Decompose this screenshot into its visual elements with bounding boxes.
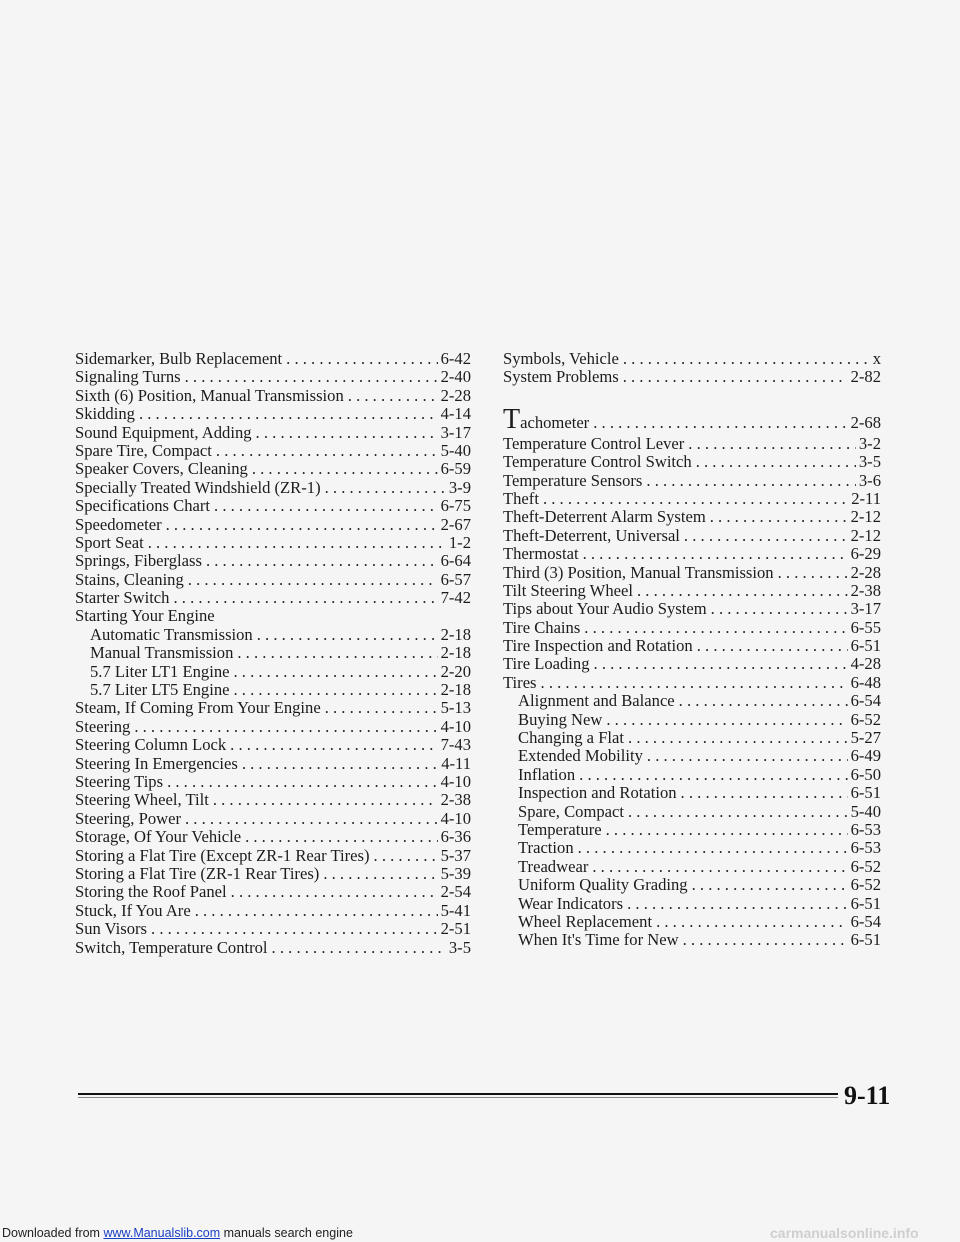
index-entry bbox=[75, 736, 471, 754]
entry-label: Inflation bbox=[518, 764, 576, 784]
index-entry bbox=[503, 674, 881, 692]
entry-label: Spare Tire, Compact bbox=[75, 440, 212, 460]
entry-label: Theft-Deterrent Alarm System bbox=[503, 507, 706, 527]
entry-label: Wear Indicators bbox=[518, 893, 624, 913]
index-subentry bbox=[503, 931, 881, 949]
entry-label: When It's Time for New bbox=[518, 930, 679, 950]
index-entry bbox=[75, 920, 471, 938]
entry-label: Sidemarker, Bulb Replacement bbox=[75, 349, 283, 368]
entry-page: 2-11 bbox=[851, 488, 881, 508]
index-entry bbox=[75, 442, 471, 460]
entry-label: Steering, Power bbox=[75, 808, 181, 828]
entry-page: 2-18 bbox=[440, 643, 471, 663]
index-entry bbox=[503, 655, 881, 673]
dot-leader bbox=[256, 424, 438, 442]
entry-page: 2-12 bbox=[850, 525, 881, 545]
entry-page: 6-57 bbox=[440, 569, 471, 589]
index-entry bbox=[75, 847, 471, 865]
dot-leader bbox=[688, 435, 856, 453]
drop-cap-letter: T bbox=[503, 403, 521, 435]
entry-page: 6-29 bbox=[850, 544, 881, 564]
index-subentry bbox=[503, 839, 881, 857]
index-entry bbox=[75, 424, 471, 442]
entry-label: Tire Inspection and Rotation bbox=[503, 636, 693, 656]
dot-leader bbox=[583, 545, 848, 563]
index-entry bbox=[503, 490, 881, 508]
entry-label: Skidding bbox=[75, 404, 135, 424]
entry-page: 5-13 bbox=[440, 698, 471, 718]
index-entry bbox=[75, 350, 471, 368]
index-entry bbox=[75, 902, 471, 920]
index-entry bbox=[503, 619, 881, 637]
dot-leader bbox=[286, 350, 437, 368]
entry-page: 6-75 bbox=[440, 496, 471, 516]
entry-page: 6-59 bbox=[440, 459, 471, 479]
index-subentry bbox=[503, 876, 881, 894]
index-entry bbox=[503, 472, 881, 490]
dot-leader bbox=[231, 883, 438, 901]
index-column-right bbox=[503, 350, 881, 950]
entry-page: 2-38 bbox=[440, 790, 471, 810]
index-entry bbox=[75, 773, 471, 791]
entry-page: 2-12 bbox=[850, 507, 881, 527]
entry-label: Wheel Replacement bbox=[518, 911, 653, 931]
entry-page: 6-51 bbox=[850, 783, 881, 803]
entry-label: Speaker Covers, Cleaning bbox=[75, 459, 248, 479]
entry-page: 5-27 bbox=[850, 728, 881, 748]
footer-rule bbox=[78, 1093, 838, 1095]
dot-leader bbox=[681, 784, 848, 802]
entry-label: Steam, If Coming From Your Engine bbox=[75, 698, 321, 718]
entry-label: Tire Chains bbox=[503, 617, 581, 637]
entry-page: 4-28 bbox=[850, 654, 881, 674]
entry-page: 6-42 bbox=[440, 349, 471, 368]
dot-leader bbox=[623, 368, 848, 386]
entry-page: 6-55 bbox=[850, 617, 881, 637]
dot-leader bbox=[683, 931, 848, 949]
entry-page: 6-51 bbox=[850, 930, 881, 950]
entry-label: Spare, Compact bbox=[518, 801, 624, 821]
entry-page: 5-39 bbox=[440, 863, 471, 883]
index-entry bbox=[75, 755, 471, 773]
dot-leader bbox=[242, 755, 438, 773]
page-number: 9-11 bbox=[844, 1081, 891, 1110]
dot-leader bbox=[230, 736, 437, 754]
dot-leader bbox=[151, 920, 438, 938]
dot-leader bbox=[245, 828, 438, 846]
entry-label: Temperature Control Switch bbox=[503, 452, 692, 472]
entry-page: 3-17 bbox=[440, 422, 471, 442]
entry-page: 2-28 bbox=[850, 562, 881, 582]
dot-leader bbox=[679, 692, 848, 710]
dot-leader bbox=[216, 442, 438, 460]
index-column-left bbox=[75, 350, 471, 957]
entry-page: 5-40 bbox=[850, 801, 881, 821]
entry-page: x bbox=[872, 349, 881, 368]
entry-page: 2-51 bbox=[440, 919, 471, 939]
dot-leader bbox=[647, 747, 848, 765]
entry-label: Steering Wheel, Tilt bbox=[75, 790, 209, 810]
index-entry bbox=[75, 883, 471, 901]
entry-label: Theft bbox=[503, 488, 539, 508]
index-subentry bbox=[503, 711, 881, 729]
entry-label: Automatic Transmission bbox=[90, 624, 253, 644]
dot-leader bbox=[637, 582, 848, 600]
entry-page: 5-37 bbox=[440, 845, 471, 865]
index-entry bbox=[503, 508, 881, 526]
dot-leader bbox=[628, 729, 848, 747]
entry-page: 2-82 bbox=[850, 367, 881, 387]
entry-label: Stuck, If You Are bbox=[75, 900, 191, 920]
dot-leader bbox=[646, 472, 855, 490]
entry-page: 4-11 bbox=[441, 753, 471, 773]
entry-label: 5.7 Liter LT1 Engine bbox=[90, 661, 230, 681]
dot-leader bbox=[252, 460, 438, 478]
entry-page: 3-6 bbox=[858, 470, 881, 490]
entry-label: Switch, Temperature Control bbox=[75, 937, 268, 957]
index-subentry bbox=[75, 626, 471, 644]
index-entry bbox=[75, 865, 471, 883]
index-entry bbox=[75, 810, 471, 828]
index-entry bbox=[75, 828, 471, 846]
dot-leader bbox=[606, 711, 847, 729]
entry-page: 3-5 bbox=[448, 937, 471, 957]
entry-label: Tires bbox=[503, 672, 537, 692]
entry-label: Stains, Cleaning bbox=[75, 569, 184, 589]
dot-leader bbox=[606, 821, 848, 839]
index-subentry bbox=[503, 747, 881, 765]
entry-label: Changing a Flat bbox=[518, 728, 625, 748]
dot-leader bbox=[710, 508, 848, 526]
dot-leader bbox=[692, 876, 848, 894]
dot-leader bbox=[374, 847, 438, 865]
dot-leader bbox=[195, 902, 438, 920]
entry-page: 6-53 bbox=[850, 819, 881, 839]
entry-page: 6-51 bbox=[850, 636, 881, 656]
entry-label: Alignment and Balance bbox=[518, 691, 675, 711]
entry-label: Storing a Flat Tire (ZR-1 Rear Tires) bbox=[75, 863, 320, 883]
entry-label: Traction bbox=[518, 838, 574, 858]
dot-leader bbox=[696, 453, 856, 471]
entry-page: 6-52 bbox=[850, 709, 881, 729]
dot-leader bbox=[323, 865, 437, 883]
index-entry bbox=[75, 718, 471, 736]
index-entry bbox=[503, 600, 881, 618]
index-subentry bbox=[75, 663, 471, 681]
dot-leader bbox=[543, 490, 848, 508]
dot-leader bbox=[579, 766, 847, 784]
dot-leader bbox=[139, 405, 438, 423]
dot-leader bbox=[684, 527, 848, 545]
entry-label: Sport Seat bbox=[75, 532, 144, 552]
entry-page: 2-68 bbox=[850, 412, 881, 432]
index-entry bbox=[503, 435, 881, 453]
entry-label: Extended Mobility bbox=[518, 746, 643, 766]
entry-label: Specially Treated Windshield (ZR-1) bbox=[75, 477, 321, 497]
entry-page: 6-54 bbox=[850, 691, 881, 711]
index-subentry bbox=[503, 692, 881, 710]
entry-label: Tilt Steering Wheel bbox=[503, 580, 633, 600]
index-entry bbox=[503, 453, 881, 471]
dot-leader bbox=[627, 895, 847, 913]
entry-page: 2-28 bbox=[440, 385, 471, 405]
index-entry bbox=[75, 589, 471, 607]
entry-label: Storing a Flat Tire (Except ZR-1 Rear Tires) bbox=[75, 845, 370, 865]
entry-label: 5.7 Liter LT5 Engine bbox=[90, 680, 230, 700]
entry-page: 3-5 bbox=[858, 452, 881, 472]
index-entry bbox=[75, 607, 471, 625]
dot-leader bbox=[778, 564, 848, 582]
entry-label: Temperature Sensors bbox=[503, 470, 643, 490]
entry-label: Uniform Quality Grading bbox=[518, 875, 688, 895]
entry-label: Manual Transmission bbox=[90, 643, 234, 663]
dot-leader bbox=[325, 699, 438, 717]
entry-label: Steering Column Lock bbox=[75, 735, 227, 755]
entry-label: Sun Visors bbox=[75, 919, 148, 939]
entry-page: 4-10 bbox=[440, 716, 471, 736]
dot-leader bbox=[592, 858, 847, 876]
entry-page: 4-10 bbox=[440, 771, 471, 791]
index-subentry bbox=[503, 803, 881, 821]
entry-label: Treadwear bbox=[518, 856, 589, 876]
index-entry bbox=[75, 699, 471, 717]
entry-page: 2-38 bbox=[850, 580, 881, 600]
entry-page: 6-64 bbox=[440, 551, 471, 571]
dot-leader bbox=[656, 913, 848, 931]
index-entry bbox=[75, 552, 471, 570]
entry-label: Temperature bbox=[518, 819, 602, 839]
dot-leader bbox=[233, 663, 437, 681]
entry-label: Starter Switch bbox=[75, 588, 170, 608]
entry-page: 2-18 bbox=[440, 680, 471, 700]
index-entry bbox=[75, 791, 471, 809]
index-entry bbox=[503, 637, 881, 655]
entry-page: 6-36 bbox=[440, 827, 471, 847]
manualslib-link[interactable]: www.Manualslib.com bbox=[103, 1226, 221, 1240]
index-entry bbox=[503, 582, 881, 600]
entry-page: 6-49 bbox=[850, 746, 881, 766]
entry-label: Sixth (6) Position, Manual Transmission bbox=[75, 385, 344, 405]
dot-leader bbox=[213, 791, 438, 809]
dot-leader bbox=[237, 644, 437, 662]
entry-label: Inspection and Rotation bbox=[518, 783, 677, 803]
dot-leader bbox=[185, 368, 438, 386]
index-subentry bbox=[75, 644, 471, 662]
index-subentry bbox=[503, 913, 881, 931]
entry-label: Tire Loading bbox=[503, 654, 590, 674]
dot-leader bbox=[166, 516, 438, 534]
entry-label: Signaling Turns bbox=[75, 367, 181, 387]
index-subentry bbox=[503, 729, 881, 747]
index-entry bbox=[75, 939, 471, 957]
entry-label: Temperature Control Lever bbox=[503, 433, 685, 453]
index-entry bbox=[75, 387, 471, 405]
entry-page: 6-50 bbox=[850, 764, 881, 784]
dot-leader bbox=[173, 589, 437, 607]
dot-leader bbox=[325, 479, 446, 497]
entry-label: Tachometer bbox=[503, 403, 590, 435]
index-entry bbox=[75, 497, 471, 515]
entry-page: 6-52 bbox=[850, 875, 881, 895]
entry-page: 5-40 bbox=[440, 440, 471, 460]
dot-leader bbox=[541, 674, 848, 692]
dot-leader bbox=[623, 350, 870, 368]
entry-page: 2-20 bbox=[440, 661, 471, 681]
dot-leader bbox=[594, 655, 848, 673]
entry-label: Specifications Chart bbox=[75, 496, 211, 516]
download-footer: Downloaded from www.Manualslib.com manuals search engine carmanualsonline.info bbox=[2, 1225, 919, 1241]
dot-leader bbox=[134, 718, 437, 736]
index-entry bbox=[75, 516, 471, 534]
index-subentry bbox=[503, 766, 881, 784]
watermark-text: carmanualsonline.info bbox=[770, 1225, 919, 1241]
dot-leader bbox=[348, 387, 438, 405]
footer-rule-thin bbox=[78, 1097, 838, 1098]
entry-label: Storing the Roof Panel bbox=[75, 882, 227, 902]
dot-leader bbox=[167, 773, 438, 791]
index-subentry bbox=[75, 681, 471, 699]
index-entry bbox=[503, 527, 881, 545]
entry-page: 6-52 bbox=[850, 856, 881, 876]
dot-leader bbox=[206, 552, 438, 570]
entry-page: 6-51 bbox=[850, 893, 881, 913]
dot-leader bbox=[272, 939, 446, 957]
section-gap bbox=[503, 387, 881, 407]
entry-page: 1-2 bbox=[448, 532, 471, 552]
entry-page: 6-54 bbox=[850, 911, 881, 931]
dot-leader bbox=[628, 803, 848, 821]
entry-label: Steering Tips bbox=[75, 771, 164, 791]
entry-page: 3-2 bbox=[858, 433, 881, 453]
dot-leader bbox=[584, 619, 847, 637]
entry-page: 3-9 bbox=[448, 477, 471, 497]
dot-leader bbox=[185, 810, 438, 828]
dot-leader bbox=[257, 626, 438, 644]
entry-page: 7-42 bbox=[440, 588, 471, 608]
index-entry bbox=[75, 460, 471, 478]
dot-leader bbox=[711, 600, 848, 618]
dot-leader bbox=[233, 681, 437, 699]
dot-leader bbox=[697, 637, 848, 655]
index-entry bbox=[75, 368, 471, 386]
entry-page: 6-48 bbox=[850, 672, 881, 692]
index-entry bbox=[503, 545, 881, 563]
dot-leader bbox=[148, 534, 446, 552]
dot-leader bbox=[188, 571, 438, 589]
entry-label: Thermostat bbox=[503, 544, 579, 564]
index-entry bbox=[75, 571, 471, 589]
entry-label: Speedometer bbox=[75, 514, 162, 534]
entry-page: 2-40 bbox=[440, 367, 471, 387]
entry-label: Storage, Of Your Vehicle bbox=[75, 827, 242, 847]
entry-page: 5-41 bbox=[440, 900, 471, 920]
index-entry bbox=[503, 403, 881, 435]
index-subentry bbox=[503, 858, 881, 876]
index-entry bbox=[503, 564, 881, 582]
entry-page: 2-54 bbox=[440, 882, 471, 902]
entry-label: Theft-Deterrent, Universal bbox=[503, 525, 680, 545]
entry-page: 2-67 bbox=[440, 514, 471, 534]
entry-page: 4-10 bbox=[440, 808, 471, 828]
entry-label: Starting Your Engine bbox=[75, 606, 215, 626]
index-entry bbox=[75, 534, 471, 552]
entry-label: System Problems bbox=[503, 367, 619, 387]
entry-label: Springs, Fiberglass bbox=[75, 551, 202, 571]
dot-leader bbox=[578, 839, 848, 857]
index-subentry bbox=[503, 821, 881, 839]
entry-label: Steering bbox=[75, 716, 131, 736]
entry-label: Third (3) Position, Manual Transmission bbox=[503, 562, 774, 582]
index-entry bbox=[75, 479, 471, 497]
entry-label: Steering In Emergencies bbox=[75, 753, 238, 773]
index-entry bbox=[503, 350, 881, 368]
index-subentry bbox=[503, 895, 881, 913]
dot-leader bbox=[214, 497, 438, 515]
entry-label: Tips about Your Audio System bbox=[503, 599, 707, 619]
entry-page: 7-43 bbox=[440, 735, 471, 755]
entry-label: Symbols, Vehicle bbox=[503, 349, 619, 368]
entry-page: 2-18 bbox=[440, 624, 471, 644]
index-subentry bbox=[503, 784, 881, 802]
entry-page: 4-14 bbox=[440, 404, 471, 424]
entry-label: Buying New bbox=[518, 709, 603, 729]
index-entry bbox=[503, 368, 881, 386]
entry-page: 3-17 bbox=[850, 599, 881, 619]
index-entry bbox=[75, 405, 471, 423]
dot-leader bbox=[593, 410, 847, 436]
entry-page: 6-53 bbox=[850, 838, 881, 858]
entry-label: Sound Equipment, Adding bbox=[75, 422, 252, 442]
